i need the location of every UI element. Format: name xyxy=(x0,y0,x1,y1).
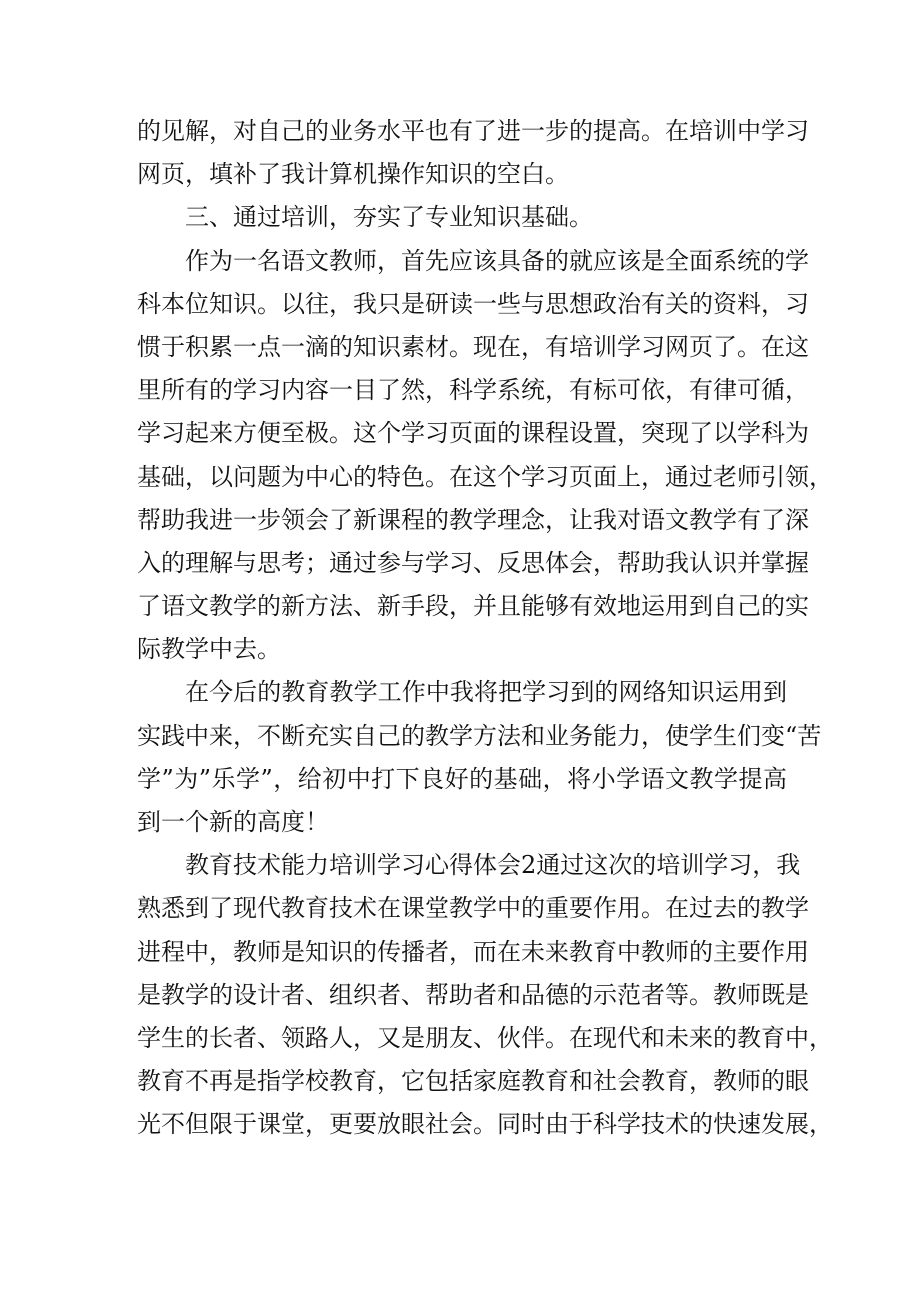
text-line: 里所有的学习内容一目了然，科学系统，有标可依，有律可循， xyxy=(137,376,809,405)
body-text xyxy=(137,110,833,1147)
text-line: 实践中来，不断充实自己的教学方法和业务能力，使学生们变“苦 xyxy=(137,721,822,750)
text-line: 的见解，对自己的业务水平也有了进一步的提高。在培训中学习 xyxy=(137,117,809,145)
paragraph-intro-continuation xyxy=(137,110,809,196)
text-line: 际教学中去。 xyxy=(137,635,281,664)
text-line: 教育技术能力培训学习心得体会2通过这次的培训学习，我 xyxy=(185,851,801,880)
paragraph-future-work xyxy=(137,671,822,844)
text-line: 帮助我进一步领会了新课程的教学理念，让我对语文教学有了深 xyxy=(137,505,809,534)
text-line: 是教学的设计者、组织者、帮助者和品德的示范者等。教师既是 xyxy=(137,980,809,1009)
text-line: 光不但限于课堂，更要放眼社会。同时由于科学技术的快速发展， xyxy=(137,1110,833,1139)
text-line: 作为一名语文教师，首先应该具备的就应该是全面系统的学 xyxy=(185,246,809,275)
text-line: 惯于积累一点一滴的知识素材。现在，有培训学习网页了。在这 xyxy=(137,332,809,361)
text-line: 入的理解与思考；通过参与学习、反思体会，帮助我认识并掌握 xyxy=(137,548,809,577)
text-line: 学生的长者、领路人，又是朋友、伙伴。在现代和未来的教育中， xyxy=(137,1023,833,1052)
text-line: 科本位知识。以往，我只是研读一些与思想政治有关的资料，习 xyxy=(137,289,809,318)
text-line: 教育不再是指学校教育，它包括家庭教育和社会教育，教师的眼 xyxy=(137,1067,809,1096)
section-heading: 三、通过培训，夯实了专业知识基础。 xyxy=(185,203,593,232)
section-heading-three xyxy=(137,196,787,239)
text-line: 了语文教学的新方法、新手段，并且能够有效地运用到自己的实 xyxy=(137,592,809,621)
text-line: 学习起来方便至极。这个学习页面的课程设置，突现了以学科为 xyxy=(137,419,809,448)
paragraph-reflection-two xyxy=(137,844,833,1146)
text-line: 进程中，教师是知识的传播者，而在未来教育中教师的主要作用 xyxy=(137,937,809,966)
text-line: 在今后的教育教学工作中我将把学习到的网络知识运用到 xyxy=(185,678,787,707)
text-line: 学”为”乐学”，给初中打下良好的基础，将小学语文教学提高 xyxy=(137,764,787,793)
text-line: 熟悉到了现代教育技术在课堂教学中的重要作用。在过去的教学 xyxy=(137,894,809,923)
paragraph-teacher-knowledge xyxy=(137,240,833,672)
text-line: 基础，以问题为中心的特色。在这个学习页面上，通过老师引领， xyxy=(137,462,833,491)
text-line: 网页，填补了我计算机操作知识的空白。 xyxy=(137,160,569,189)
text-line: 到一个新的高度！ xyxy=(137,808,329,836)
